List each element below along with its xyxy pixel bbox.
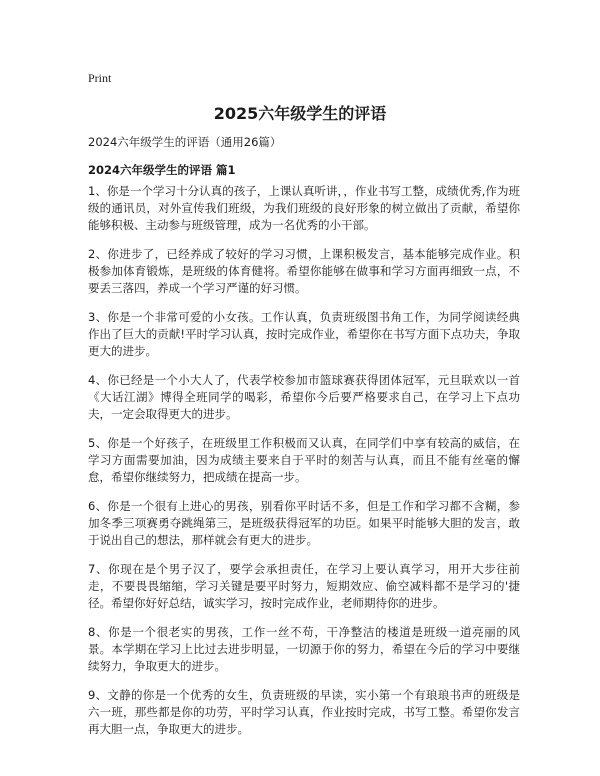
print-link[interactable]: Print (88, 71, 112, 85)
comment-paragraph-9: 9、文静的你是一个优秀的女生，负责班级的早读，实小第一个有琅琅书声的班级是六一班，那些都是你的功劳，平时学习认真，作业按时完成，书写工整。希望你发言再大胆一点，争取更大的进步。 (88, 688, 520, 736)
comment-paragraph-1: 1、你是一个学习十分认真的孩子，上课认真听讲，，作业书写工整，成绩优秀,作为班级的通讯员，对外宣传我们班级，为我们班级的良好形象的树立做出了贡献，希望你能够积极、主动参与班级管理，成为一名优秀的小干部。 (88, 184, 520, 232)
comment-paragraph-6: 6、你是一个很有上进心的男孩，别看你平时话不多，但是工作和学习都不含糊，参加冬季三项赛勇夺跳绳第三，是班级获得冠军的功臣。如果平时能够大胆的发言，敢于说出自己的想法，那样就会有更大的进步。 (88, 499, 520, 547)
comment-paragraph-8: 8、你是一个很老实的男孩，工作一丝不苟，干净整洁的楼道是班级一道亮丽的风景。本学期在学习上比过去进步明显，一切源于你的努力，希望在今后的学习中要继续努力，争取更大的进步。 (88, 625, 520, 673)
document-subtitle: 2024六年级学生的评语（通用26篇） (88, 135, 282, 149)
comment-paragraph-7: 7、你现在是个男子汉了，要学会承担责任，在学习上要认真学习，用开大步往前走，不要畏畏缩缩，学习关键是要平时努力，短期效应、偷空减料都不是学习的'捷径。希望你好好总结，诚实学习，按时完成作业，老师期待你的进步。 (88, 562, 520, 610)
comment-paragraph-4: 4、你已经是一个小大人了，代表学校参加市篮球赛获得团体冠军，元旦联欢以一首《大话江湖》博得全班同学的喝彩，希望你今后要严格要求自己，在学习上下点功夫，一定会取得更大的进步。 (88, 373, 520, 421)
section-heading: 2024六年级学生的评语 篇1 (88, 163, 236, 177)
comment-paragraph-5: 5、你是一个好孩子，在班级里工作积极而又认真，在同学们中享有较高的威信，在学习方面需要加油，因为成绩主要来自于平时的刻苦与认真，而且不能有丝毫的懈怠，希望你继续努力，把成绩在提高一步。 (88, 436, 520, 484)
comment-list (88, 183, 520, 750)
comment-paragraph-2: 2、你进步了，已经养成了较好的学习习惯，上课积极发言，基本能够完成作业。积极参加体育锻炼，是班级的体育健将。希望你能够在做事和学习方面再细致一点，不要丢三落四，养成一个学习严谨的好习惯。 (88, 247, 520, 295)
comment-paragraph-3: 3、你是一个非常可爱的小女孩。工作认真，负责班级图书角工作，为同学阅读经典作出了巨大的贡献!平时学习认真，按时完成作业，希望你在书写方面下点功夫，争取更大的进步。 (88, 310, 520, 358)
document-title: 2025六年级学生的评语 (213, 104, 387, 123)
